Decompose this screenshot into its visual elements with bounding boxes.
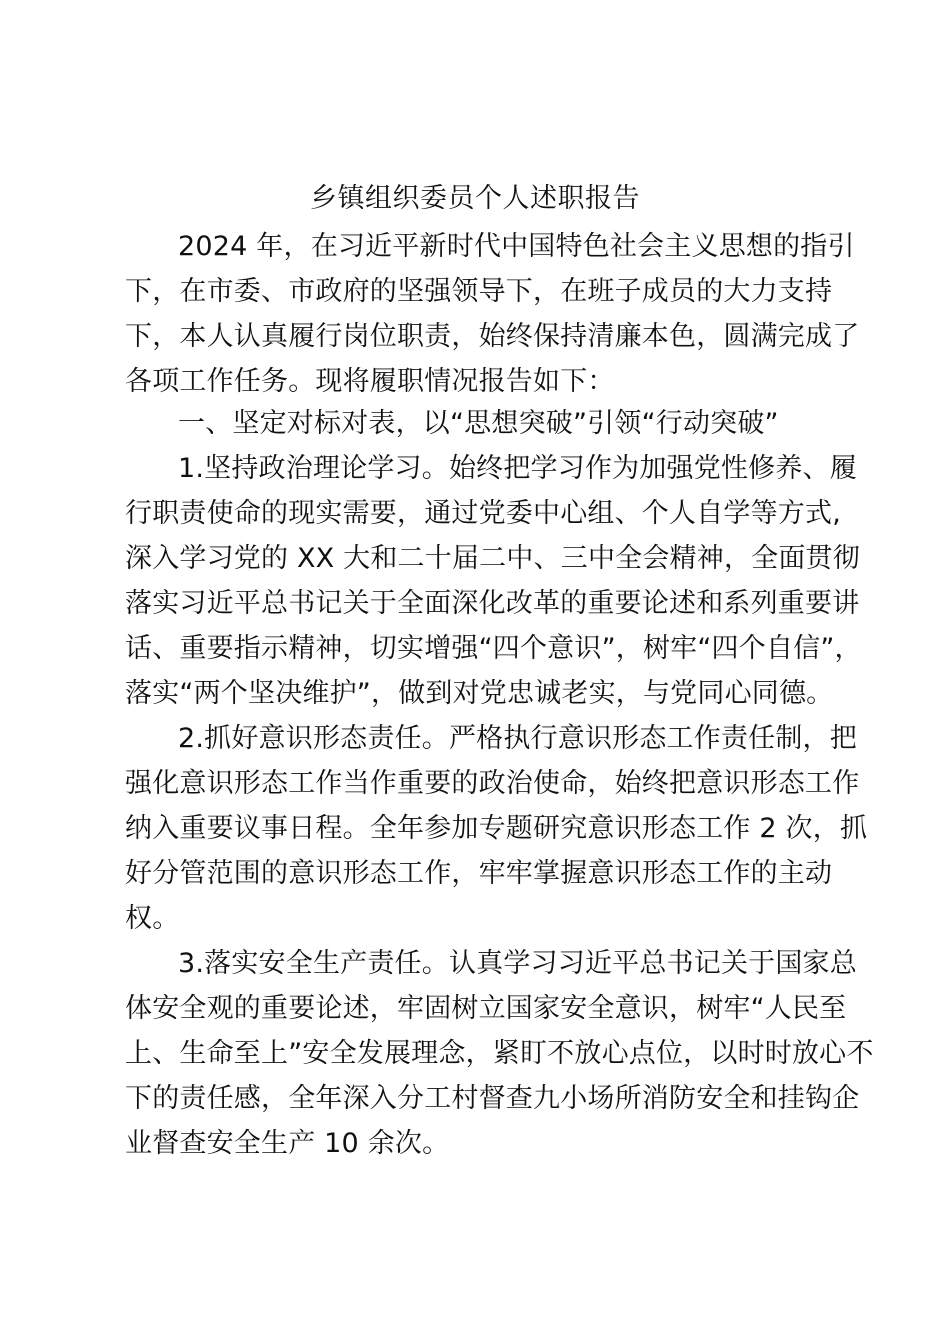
paragraph-line: 落实习近平总书记关于全面深化改革的重要论述和系列重要讲 [125,588,860,619]
paragraph-line: 下，在市委、市政府的坚强领导下，在班子成员的大力支持 [125,276,833,307]
paragraph-line: 上、生命至上”安全发展理念，紧盯不放心点位，以时时放心不 [125,1038,874,1069]
document-title: 乡镇组织委员个人述职报告 [310,183,640,214]
paragraph-line: 话、重要指示精神，切实增强“四个意识”，树牢“四个自信”， [125,633,862,664]
paragraph-line: 2.抓好意识形态责任。严格执行意识形态工作责任制，把 [178,723,857,754]
paragraph-line: 体安全观的重要论述，牢固树立国家安全意识，树牢“人民至 [125,993,847,1024]
paragraph-line: 强化意识形态工作当作重要的政治使命，始终把意识形态工作 [125,768,860,799]
section-heading: 一、坚定对标对表，以“思想突破”引领“行动突破” [178,408,779,439]
paragraph-line: 1.坚持政治理论学习。始终把学习作为加强党性修养、履 [178,453,857,484]
paragraph-line: 行职责使命的现实需要，通过党委中心组、个人自学等方式, [125,498,841,529]
paragraph-line: 2024 年，在习近平新时代中国特色社会主义思想的指引 [178,231,855,262]
paragraph-line: 深入学习党的 XX 大和二十届二中、三中全会精神，全面贯彻 [125,543,860,574]
paragraph-line: 业督查安全生产 10 余次。 [125,1128,450,1159]
paragraph-line: 3.落实安全生产责任。认真学习习近平总书记关于国家总 [178,948,857,979]
paragraph-line: 下的责任感，全年深入分工村督查九小场所消防安全和挂钩企 [125,1083,860,1114]
paragraph-line: 好分管范围的意识形态工作，牢牢掌握意识形态工作的主动 [125,858,833,889]
paragraph-line: 各项工作任务。现将履职情况报告如下： [125,366,615,397]
paragraph-line: 落实“两个坚决维护”，做到对党忠诚老实，与党同心同德。 [125,678,834,709]
paragraph-line: 纳入重要议事日程。全年参加专题研究意识形态工作 2 次，抓 [125,813,868,844]
paragraph-line: 下，本人认真履行岗位职责，始终保持清廉本色，圆满完成了 [125,321,860,352]
paragraph-line: 权。 [125,903,180,934]
